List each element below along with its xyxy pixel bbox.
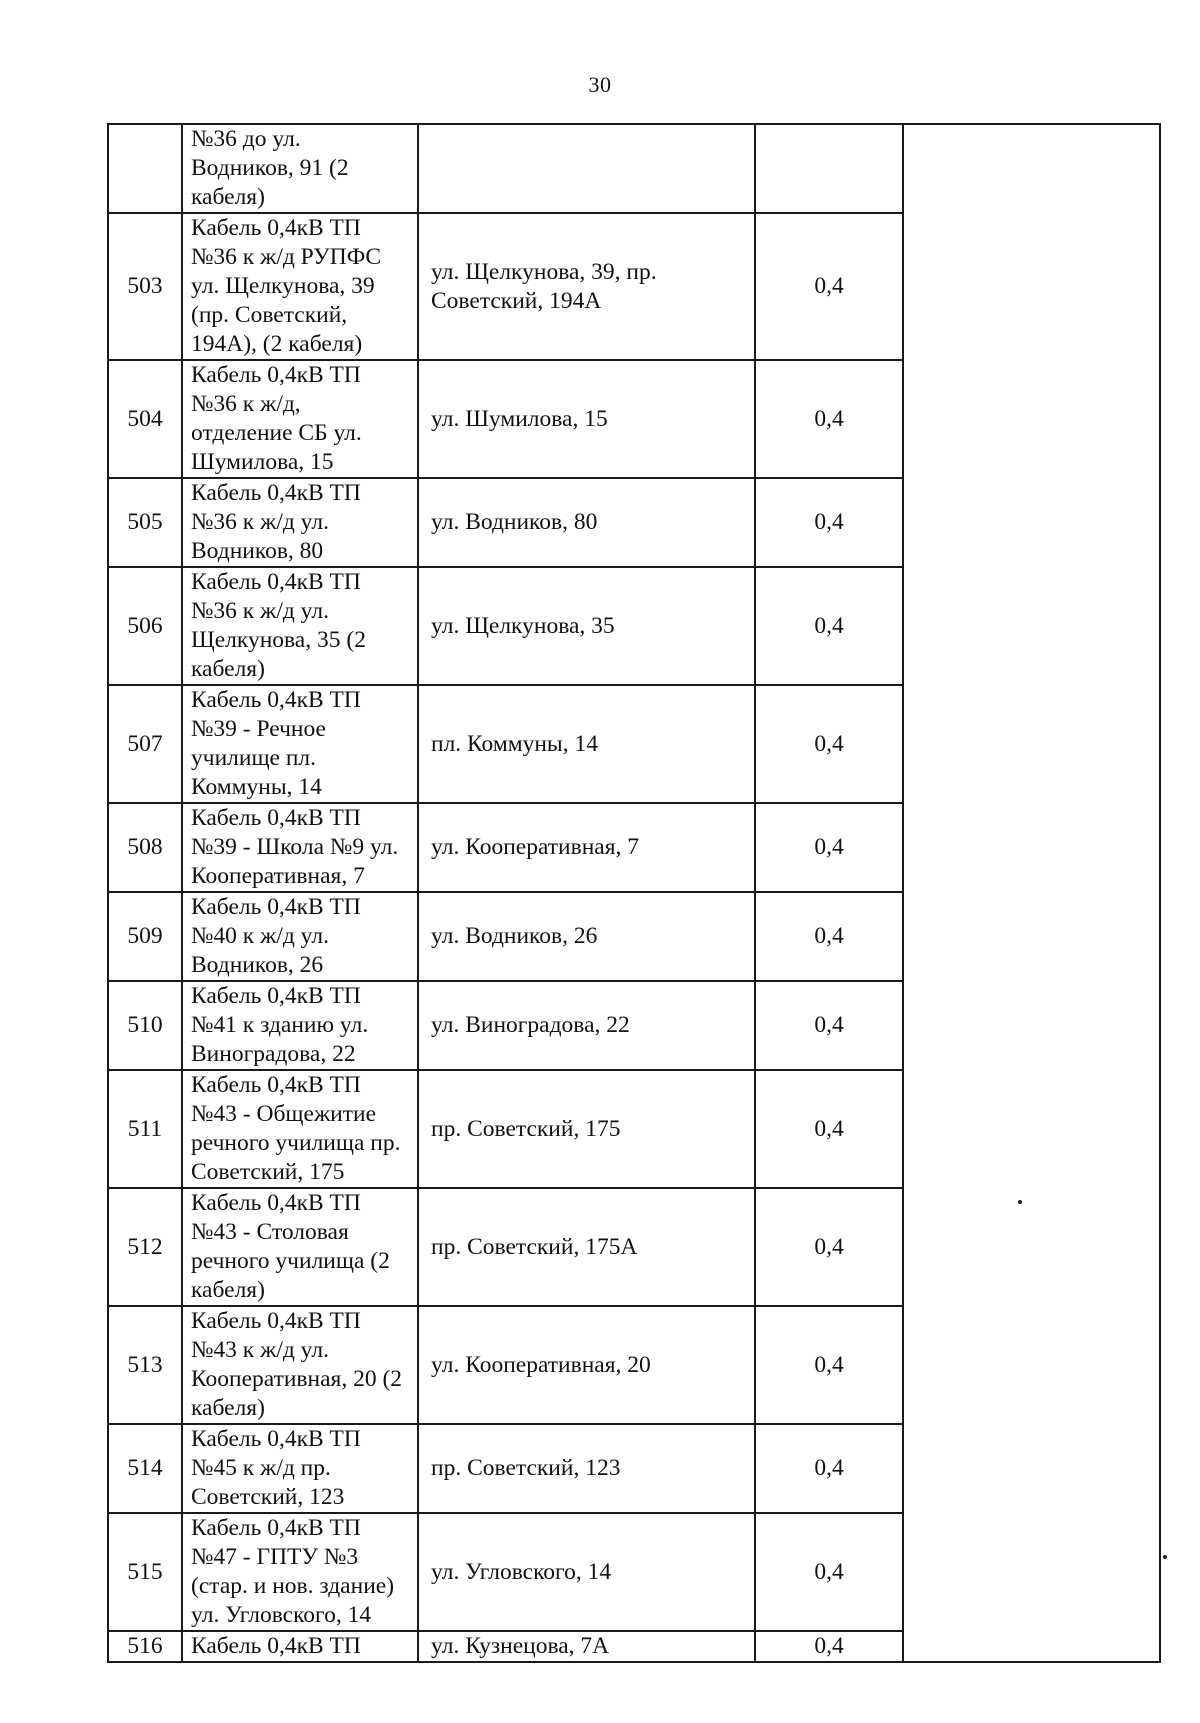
object-name-cell: Кабель 0,4кВ ТП №36 к ж/д ул. Щелкунова, 35 (2 кабеля) (182, 567, 418, 685)
row-number-cell: 515 (108, 1513, 182, 1631)
voltage-cell: 0,4 (755, 1513, 903, 1631)
voltage-cell: 0,4 (755, 892, 903, 981)
object-name-cell: Кабель 0,4кВ ТП №40 к ж/д ул. Водников, 26 (182, 892, 418, 981)
address-cell (418, 124, 755, 213)
object-name-cell: Кабель 0,4кВ ТП №39 - Школа №9 ул. Кооперативная, 7 (182, 803, 418, 892)
row-number-cell: 505 (108, 478, 182, 567)
object-name-cell: Кабель 0,4кВ ТП №43 - Общежитие речного училища пр. Советский, 175 (182, 1070, 418, 1188)
scan-speck (1163, 1555, 1167, 1559)
row-number-cell: 504 (108, 360, 182, 478)
object-name-cell: Кабель 0,4кВ ТП №36 к ж/д ул. Водников, 80 (182, 478, 418, 567)
object-name-cell: Кабель 0,4кВ ТП №43 к ж/д ул. Кооперативная, 20 (2 кабеля) (182, 1306, 418, 1424)
row-number-cell: 503 (108, 213, 182, 360)
object-name-cell: Кабель 0,4кВ ТП №36 к ж/д, отделение СБ ул. Шумилова, 15 (182, 360, 418, 478)
row-number-cell: 508 (108, 803, 182, 892)
address-cell: ул. Виноградова, 22 (418, 981, 755, 1070)
row-number-cell: 511 (108, 1070, 182, 1188)
object-name-cell: Кабель 0,4кВ ТП №45 к ж/д пр. Советский, 123 (182, 1424, 418, 1513)
scan-speck (1018, 1200, 1022, 1204)
address-cell: ул. Водников, 26 (418, 892, 755, 981)
object-name-cell: Кабель 0,4кВ ТП №43 - Столовая речного училища (2 кабеля) (182, 1188, 418, 1306)
voltage-cell: 0,4 (755, 1306, 903, 1424)
object-name-cell: Кабель 0,4кВ ТП (182, 1631, 418, 1662)
row-number-cell (108, 124, 182, 213)
address-cell: ул. Кооперативная, 7 (418, 803, 755, 892)
address-cell: ул. Водников, 80 (418, 478, 755, 567)
address-cell: пл. Коммуны, 14 (418, 685, 755, 803)
object-name-cell: Кабель 0,4кВ ТП №47 - ГПТУ №3 (стар. и нов. здание) ул. Угловского, 14 (182, 1513, 418, 1631)
address-cell: ул. Шумилова, 15 (418, 360, 755, 478)
voltage-cell: 0,4 (755, 567, 903, 685)
page-number: 30 (588, 72, 612, 97)
address-cell: ул. Кузнецова, 7А (418, 1631, 755, 1662)
row-number-cell: 509 (108, 892, 182, 981)
voltage-cell: 0,4 (755, 1070, 903, 1188)
address-cell: пр. Советский, 123 (418, 1424, 755, 1513)
voltage-cell: 0,4 (755, 803, 903, 892)
row-number-cell: 513 (108, 1306, 182, 1424)
address-cell: ул. Щелкунова, 39, пр. Советский, 194А (418, 213, 755, 360)
voltage-cell: 0,4 (755, 360, 903, 478)
table-body (108, 124, 1160, 1662)
address-cell: пр. Советский, 175 (418, 1070, 755, 1188)
voltage-cell: 0,4 (755, 685, 903, 803)
row-number-cell: 512 (108, 1188, 182, 1306)
row-number-cell: 510 (108, 981, 182, 1070)
row-number-cell: 507 (108, 685, 182, 803)
voltage-cell (755, 124, 903, 213)
object-name-cell: №36 до ул. Водников, 91 (2 кабеля) (182, 124, 418, 213)
address-cell: пр. Советский, 175А (418, 1188, 755, 1306)
voltage-cell: 0,4 (755, 1188, 903, 1306)
blank-column-cell (903, 124, 1160, 1662)
address-cell: ул. Кооперативная, 20 (418, 1306, 755, 1424)
voltage-cell: 0,4 (755, 1631, 903, 1662)
row-number-cell: 514 (108, 1424, 182, 1513)
table-row (108, 124, 1160, 213)
address-cell: ул. Угловского, 14 (418, 1513, 755, 1631)
object-name-cell: Кабель 0,4кВ ТП №41 к зданию ул. Виноградова, 22 (182, 981, 418, 1070)
cable-registry-table (107, 123, 1161, 1663)
row-number-cell: 506 (108, 567, 182, 685)
row-number-cell: 516 (108, 1631, 182, 1662)
object-name-cell: Кабель 0,4кВ ТП №39 - Речное училище пл. Коммуны, 14 (182, 685, 418, 803)
voltage-cell: 0,4 (755, 1424, 903, 1513)
address-cell: ул. Щелкунова, 35 (418, 567, 755, 685)
voltage-cell: 0,4 (755, 981, 903, 1070)
voltage-cell: 0,4 (755, 478, 903, 567)
voltage-cell: 0,4 (755, 213, 903, 360)
object-name-cell: Кабель 0,4кВ ТП №36 к ж/д РУПФС ул. Щелкунова, 39 (пр. Советский, 194А), (2 кабеля) (182, 213, 418, 360)
